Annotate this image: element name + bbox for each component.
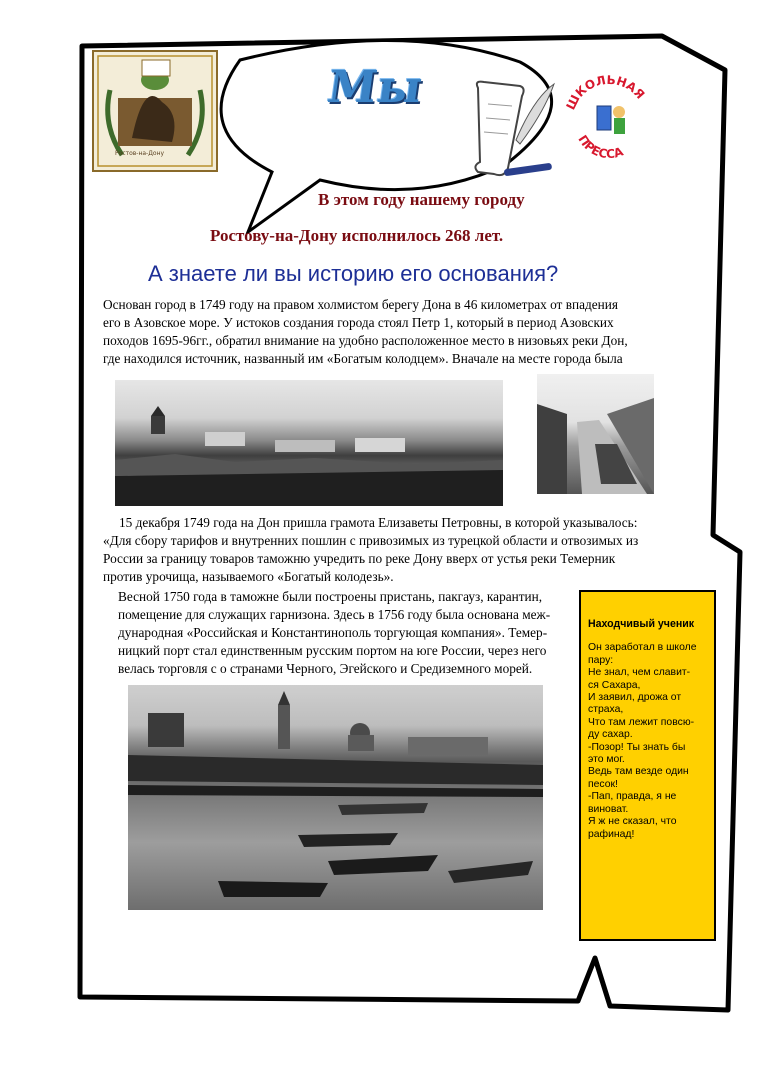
paragraph-line: против урочища, называемого «Богатый колодезь». [103, 569, 394, 584]
paragraph-line: дународная «Российская и Константинополь торгующая компания». Темер- [118, 625, 548, 640]
sidebar-line: страха, [588, 704, 624, 716]
sidebar-line: Ведь там везде один [588, 766, 689, 778]
paragraph-line: ницкий порт стал единственным русским портом на юге России, через него [118, 643, 547, 658]
sidebar-line: Что там лежит повсю- [588, 716, 695, 728]
paragraph-line: России за границу товаров таможню учредить по реке Дону вверх от устья реки Темерник [103, 551, 616, 566]
sidebar-line: Я ж не сказал, что [588, 816, 677, 828]
sidebar-line: виноват. [588, 803, 629, 815]
paragraph-line: Основан город в 1749 году на правом холмистом берегу Дона в 46 километрах от впадения [103, 297, 619, 312]
svg-text:ПРЕССА: ПРЕССА [575, 132, 626, 162]
sidebar-line: песок! [588, 778, 618, 790]
sidebar-line: рафинад! [588, 828, 635, 840]
paragraph-line: помещение для служащих гарнизона. Здесь в 1756 году была основана меж- [118, 607, 551, 622]
sidebar-line: ду сахар. [588, 729, 633, 741]
scroll-quill-icon [468, 78, 558, 184]
headline-line-1: В этом году нашему городу [318, 190, 525, 209]
sidebar-title: Находчивый ученик [588, 618, 695, 630]
headline-line-2: Ростову-на-Дону исполнилось 268 лет. [210, 226, 504, 245]
paragraph-line: его в Азовское море. У истоков создания города стоял Петр 1, который в период Азовских [103, 315, 614, 330]
svg-text:ШКОЛЬНАЯ: ШКОЛЬНАЯ [563, 72, 648, 113]
sidebar-line: И заявил, дрожа от [588, 692, 682, 704]
boulevard-photo [537, 374, 654, 494]
paragraph-line: велась торговля с о странами Черного, Эгейского и Средиземного морей. [118, 661, 533, 676]
sidebar-line: Не знал, чем славит- [588, 667, 691, 679]
sidebar-poem [588, 642, 708, 841]
sidebar-joke-box [579, 590, 716, 941]
paragraph-line: где находился источник, названный им «Богатым колодцем». Вначале на месте города была [103, 351, 623, 366]
sidebar-line: -Пап, правда, я не [588, 791, 677, 803]
river-port-photo [128, 685, 543, 910]
paragraph-founding [103, 296, 628, 368]
sidebar-line: Он заработал в школе [588, 642, 697, 654]
paragraph-line: 15 декабря 1749 года на Дон пришла грамота Елизаветы Петровны, в которой указывалось: [119, 515, 638, 530]
masthead-title: Мы [324, 62, 427, 113]
paragraph-customs [118, 588, 550, 678]
sidebar-line: -Позор! Ты знать бы [588, 741, 686, 753]
emblem-caption: Ростов-на-Дону [115, 150, 165, 157]
paragraph-decree [103, 514, 638, 586]
question-heading: А знаете ли вы историю его основания? [148, 261, 559, 286]
sidebar-line: пару: [588, 654, 614, 666]
sidebar-line: ся Сахара, [588, 679, 641, 691]
paragraph-line: «Для сбору тарифов и внутренних пошлин с привозимых из турецкой области и отвозимых из [103, 533, 639, 548]
city-panorama-photo [115, 380, 503, 506]
paragraph-line: походов 1695-96гг., обратил внимание на удобно расположенное место в низовьях реки Дон, [103, 333, 628, 348]
school-press-badge-icon [561, 72, 657, 168]
paragraph-line: Весной 1750 года в таможне были построены пристань, пакгауз, карантин, [118, 589, 543, 604]
sidebar-line: это мог. [588, 754, 625, 766]
